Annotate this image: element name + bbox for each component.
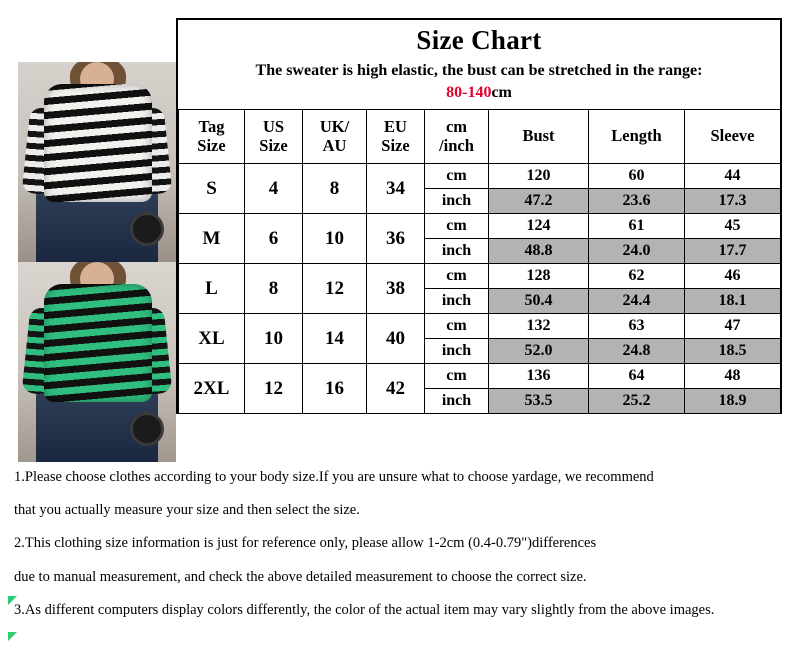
table-row [179, 314, 781, 339]
notes-section [14, 470, 786, 636]
cell-length-inch: 24.4 [589, 289, 685, 314]
product-photo-column [18, 62, 176, 462]
header-eu-size [367, 110, 425, 164]
header-length: Length [589, 110, 685, 164]
cell-length-cm: 64 [589, 364, 685, 389]
cell-eu-size: 40 [367, 314, 425, 364]
bust-range [446, 84, 512, 101]
product-photo-black-white [18, 62, 176, 262]
note-line: due to manual measurement, and check the above detailed measurement to choose the correct size. [14, 568, 587, 585]
table-row [179, 264, 781, 289]
cell-tag-size: 2XL [179, 364, 245, 414]
cell-unit-inch: inch [425, 389, 489, 414]
header-line: /inch [439, 135, 474, 155]
cell-unit-cm: cm [425, 314, 489, 339]
cell-length-cm: 61 [589, 214, 685, 239]
cell-sleeve-inch: 18.1 [685, 289, 781, 314]
cell-tag-size: XL [179, 314, 245, 364]
cell-eu-size: 34 [367, 164, 425, 214]
size-table [178, 109, 781, 414]
chart-subtitle [178, 60, 780, 109]
header-uk-au-size [303, 110, 367, 164]
table-header-row [179, 110, 781, 164]
cell-unit-inch: inch [425, 339, 489, 364]
size-table-header [179, 110, 781, 164]
cell-eu-size: 38 [367, 264, 425, 314]
cell-bust-cm: 124 [489, 214, 589, 239]
cell-us-size: 12 [245, 364, 303, 414]
cell-uk-size: 12 [303, 264, 367, 314]
cell-bust-cm: 132 [489, 314, 589, 339]
cell-unit-cm: cm [425, 364, 489, 389]
bust-range-unit: cm [491, 83, 512, 101]
header-tag-size [179, 110, 245, 164]
header-bust: Bust [489, 110, 589, 164]
cell-unit-cm: cm [425, 264, 489, 289]
cell-sleeve-inch: 18.9 [685, 389, 781, 414]
header-line: Size [197, 135, 226, 155]
cell-bust-inch: 53.5 [489, 389, 589, 414]
cell-unit-inch: inch [425, 239, 489, 264]
header-us-size [245, 110, 303, 164]
cell-bust-inch: 48.8 [489, 239, 589, 264]
header-line: AU [322, 135, 347, 155]
cell-length-inch: 24.8 [589, 339, 685, 364]
product-photo-green [18, 262, 176, 462]
header-line: Tag [198, 117, 225, 137]
cell-uk-size: 14 [303, 314, 367, 364]
cell-length-inch: 25.2 [589, 389, 685, 414]
header-line: EU [384, 117, 407, 137]
cell-us-size: 8 [245, 264, 303, 314]
cell-tag-size: L [179, 264, 245, 314]
cell-tag-size: M [179, 214, 245, 264]
chart-subtitle-text: The sweater is high elastic, the bust can be stretched in the range: [255, 62, 703, 79]
cell-length-inch: 24.0 [589, 239, 685, 264]
cell-sleeve-cm: 44 [685, 164, 781, 189]
bust-range-value: 80-140 [446, 83, 492, 101]
cell-bust-cm: 128 [489, 264, 589, 289]
cell-eu-size: 36 [367, 214, 425, 264]
size-chart-panel [176, 18, 782, 414]
green-corner-marker-icon [8, 632, 17, 641]
cell-sleeve-inch: 17.3 [685, 189, 781, 214]
cell-uk-size: 10 [303, 214, 367, 264]
cell-length-cm: 63 [589, 314, 685, 339]
cell-eu-size: 42 [367, 364, 425, 414]
note-line: 2.This clothing size information is just for reference only, please allow 1-2cm (0.4-0.79")differences [14, 535, 597, 552]
header-line: Size [381, 135, 410, 155]
cell-sleeve-cm: 45 [685, 214, 781, 239]
cell-length-cm: 60 [589, 164, 685, 189]
cell-sleeve-cm: 48 [685, 364, 781, 389]
cell-sleeve-inch: 18.5 [685, 339, 781, 364]
cell-tag-size: S [179, 164, 245, 214]
cell-sleeve-cm: 47 [685, 314, 781, 339]
cell-length-inch: 23.6 [589, 189, 685, 214]
note-line: 3.As different computers display colors differently, the color of the actual item may vary slightly from the above images. [14, 601, 715, 618]
table-row [179, 214, 781, 239]
note-line: 1.Please choose clothes according to your body size.If you are unsure what to choose yardage, we recommend [14, 469, 654, 485]
handbag [130, 212, 164, 246]
cell-us-size: 6 [245, 214, 303, 264]
header-line: Size [259, 135, 288, 155]
header-line: cm [445, 117, 468, 137]
cell-uk-size: 8 [303, 164, 367, 214]
cell-sleeve-cm: 46 [685, 264, 781, 289]
cell-uk-size: 16 [303, 364, 367, 414]
cell-unit-inch: inch [425, 189, 489, 214]
cell-bust-cm: 120 [489, 164, 589, 189]
cell-unit-inch: inch [425, 289, 489, 314]
table-row [179, 364, 781, 389]
header-line: US [262, 117, 285, 137]
header-unit [425, 110, 489, 164]
size-table-body [179, 164, 781, 414]
sweater-body [44, 284, 152, 402]
cell-sleeve-inch: 17.7 [685, 239, 781, 264]
cell-length-cm: 62 [589, 264, 685, 289]
table-row [179, 164, 781, 189]
cell-us-size: 10 [245, 314, 303, 364]
green-corner-marker-icon [8, 596, 17, 605]
cell-us-size: 4 [245, 164, 303, 214]
sweater-body [44, 84, 152, 202]
cell-unit-cm: cm [425, 164, 489, 189]
cell-bust-cm: 136 [489, 364, 589, 389]
cell-bust-inch: 52.0 [489, 339, 589, 364]
note-line: that you actually measure your size and then select the size. [14, 502, 360, 519]
cell-bust-inch: 50.4 [489, 289, 589, 314]
page-title: Size Chart [416, 25, 542, 55]
header-sleeve: Sleeve [685, 110, 781, 164]
handbag [130, 412, 164, 446]
cell-unit-cm: cm [425, 214, 489, 239]
cell-bust-inch: 47.2 [489, 189, 589, 214]
header-line: UK/ [319, 117, 350, 137]
